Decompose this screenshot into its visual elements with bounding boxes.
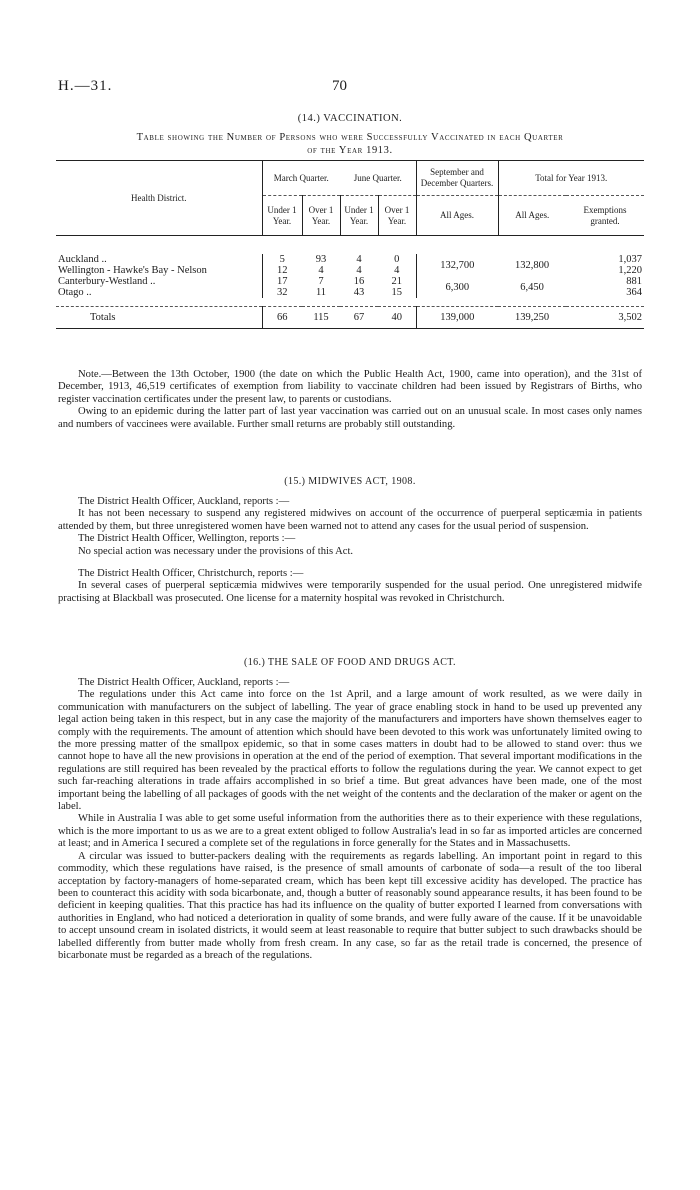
june-over-value: 15 [391, 287, 402, 298]
report-intro: The District Health Officer, Auckland, reports :— [78, 496, 290, 507]
june-over-value: 4 [394, 265, 400, 276]
exemptions-value: 1,220 [618, 265, 642, 276]
page-number: 70 [332, 78, 347, 94]
midwives-section [58, 496, 642, 605]
march-under-value: 32 [262, 287, 302, 298]
note-paragraph: Owing to an epidemic during the latter part of last year vaccination was carried out on an unusual scale. In most cases only names and numbers of vaccinees were available. Further small returns are probably still outstanding. [58, 406, 642, 430]
midwives-heading: (15.) MIDWIVES ACT, 1908. [284, 476, 416, 487]
report-intro: The District Health Officer, Auckland, reports :— [78, 677, 290, 688]
june-over-value: 21 [391, 276, 402, 287]
totals-label: Totals [90, 312, 116, 323]
june-under-total: 67 [353, 312, 365, 323]
food-drugs-heading: (16.) THE SALE OF FOOD AND DRUGS ACT. [244, 657, 456, 668]
vaccination-table [56, 160, 644, 329]
district-name: Wellington - Hawke's Bay - Nelson [58, 265, 207, 276]
body-paragraph: No special action was necessary under the provisions of this Act. [78, 545, 354, 557]
column-header-june: June Quarter. [340, 161, 416, 196]
column-header-district: Health District. [56, 161, 262, 236]
march-over-value: 4 [318, 265, 324, 276]
subheader-june-over: Over 1 Year. [378, 196, 416, 236]
district-name: Auckland .. [58, 254, 107, 265]
totals-row [56, 307, 644, 329]
report-reference: H.—31. [58, 78, 113, 94]
report-intro: The District Health Officer, Wellington, reports :— [78, 533, 296, 545]
march-under-value: 17 [262, 276, 302, 287]
march-over-value: 93 [315, 254, 327, 265]
note-paragraph: Note.—Between the 13th October, 1900 (the date on which the Public Health Act, 1900, came into operation), and the 31st of December, 1913, 46,519 certificates of exemption from liability to vaccinate children had been issued by Registrars of Births, who register vaccination certificates under the present law, to parents or custodians. [58, 369, 642, 405]
district-name: Otago .. [58, 287, 92, 298]
report-intro: The District Health Officer, Christchurch, reports :— [78, 568, 304, 580]
total-all-ages-value: 6,450 [520, 281, 544, 293]
march-over-value: 7 [318, 276, 324, 287]
vaccination-notes [58, 369, 642, 431]
subheader-march-over: Over 1 Year. [302, 196, 340, 236]
table-caption-line2: of the Year 1913. [307, 145, 393, 156]
sept-dec-total: 139,000 [416, 307, 498, 329]
exemptions-value: 881 [626, 276, 642, 287]
subheader-total-all-ages: All Ages. [498, 196, 566, 236]
table-row [56, 254, 644, 265]
sept-dec-value: 132,700 [416, 254, 498, 276]
body-paragraph: A circular was issued to butter-packers dealing with the requirements as regards labelling. An important point in regard to this commodity, which these regulations have raised, is the presence of small amounts of carbonate of soda—a result of the too liberal acceptation by factory-managers of home-separated cream, which has been kept till excessive acidity has developed. The practice has been to counteract this acidity with soda bicarbonate, and, though a butter of reasonably sound appearance results, it has been found to be deficient in keeping qualities. That this practice has had its influence on the quality of butter exported I learned from conversations with authorities in England, who had noticed a deterioration in quality of some brands, and were fully aware of the cause. If it be unavoidable to accept unsound cream in isolated districts, it would seem at least reasonable to require that butter subject to such drawbacks should be labelled differently from butter made wholly from fresh cream. In any case, so far as the retail trade is concerned, the presence of bicarbonate must be regarded as a breach of the regulations. [58, 850, 642, 961]
table-caption-line1: Table showing the Number of Persons who were Successfully Vaccinated in each Quarter [136, 132, 564, 143]
food-drugs-section [58, 677, 642, 962]
year-total: 139,250 [514, 312, 550, 323]
subheader-sept-all-ages: All Ages. [416, 196, 498, 236]
exemptions-value: 1,037 [618, 254, 642, 265]
june-over-value: 0 [394, 254, 400, 265]
column-header-total: Total for Year 1913. [498, 161, 644, 196]
table-row [56, 276, 644, 287]
march-over-total: 115 [313, 312, 329, 323]
june-over-total: 40 [391, 312, 402, 323]
june-under-value: 43 [353, 287, 365, 298]
body-paragraph: In several cases of puerperal septicæmia midwives were temporarily suspended for the usual period. One unregistered midwife practising at Blackball was prosecuted. One license for a maternity hospital was revoked in Christchurch. [58, 580, 642, 604]
column-header-sept-dec: September and December Quarters. [416, 161, 498, 196]
body-paragraph: While in Australia I was able to get some useful information from the authorities there as to their experience with these regulations, which is the more important to us as we are to a great extent obliged to follow Australia's lead in so far as imported articles are concerned at least; and in America I secured a complete set of the regulations in force generally for the States and in Massachusetts. [58, 813, 642, 850]
subheader-june-under: Under 1 Year. [340, 196, 378, 236]
exemptions-total: 3,502 [618, 312, 642, 323]
vaccination-heading: (14.) VACCINATION. [297, 113, 403, 124]
subheader-march-under: Under 1 Year. [262, 196, 302, 236]
june-under-value: 4 [356, 254, 362, 265]
june-under-value: 4 [356, 265, 362, 276]
subheader-exemptions: Exemptions granted. [583, 204, 627, 226]
body-paragraph: It has not been necessary to suspend any registered midwives on account of the occurrence of puerperal septicæmia in patients attended by them, but three unregistered women have been warned not to attend any cases for the usual period of suspension. [58, 508, 642, 532]
sept-dec-value: 6,300 [416, 276, 498, 298]
march-under-value: 12 [262, 265, 302, 276]
june-under-value: 16 [353, 276, 365, 287]
total-all-ages-value: 132,800 [514, 259, 550, 271]
march-under-value: 5 [262, 254, 302, 265]
exemptions-value: 364 [626, 287, 642, 298]
column-header-march: March Quarter. [262, 161, 340, 196]
district-name: Canterbury-Westland .. [58, 276, 156, 287]
march-under-total: 66 [262, 307, 302, 329]
body-paragraph: The regulations under this Act came into force on the 1st April, and a large amount of work resulted, as we were daily in communication with manufacturers on the subject of labelling. The year of grace enabling stock in hand to be used up prevented any legal action being taken in this respect, but in any case the majority of the manufacturers and importers have shown themselves eager to comply with the requirements. The amount of attention which should have been devoted to this work was unfortunately limited owing to the more pressing matter of the smallpox epidemic, so that in some cases matters in doubt had to be allowed to stand over: thus we cannot hope to have all the new provisions in operation at the end of the period of exemption. That several important modifications in the regulations are still required has been revealed by the practical efforts to follow the regulations during the year. We cannot expect to get such far-reaching alterations in trade affairs accomplished in so brief a time. But great advances have been made, one of the most important being the labelling of all packages of goods with the net weight of the contents and the declaration of the maker or agent on the label. [58, 689, 642, 813]
march-over-value: 11 [315, 287, 327, 298]
